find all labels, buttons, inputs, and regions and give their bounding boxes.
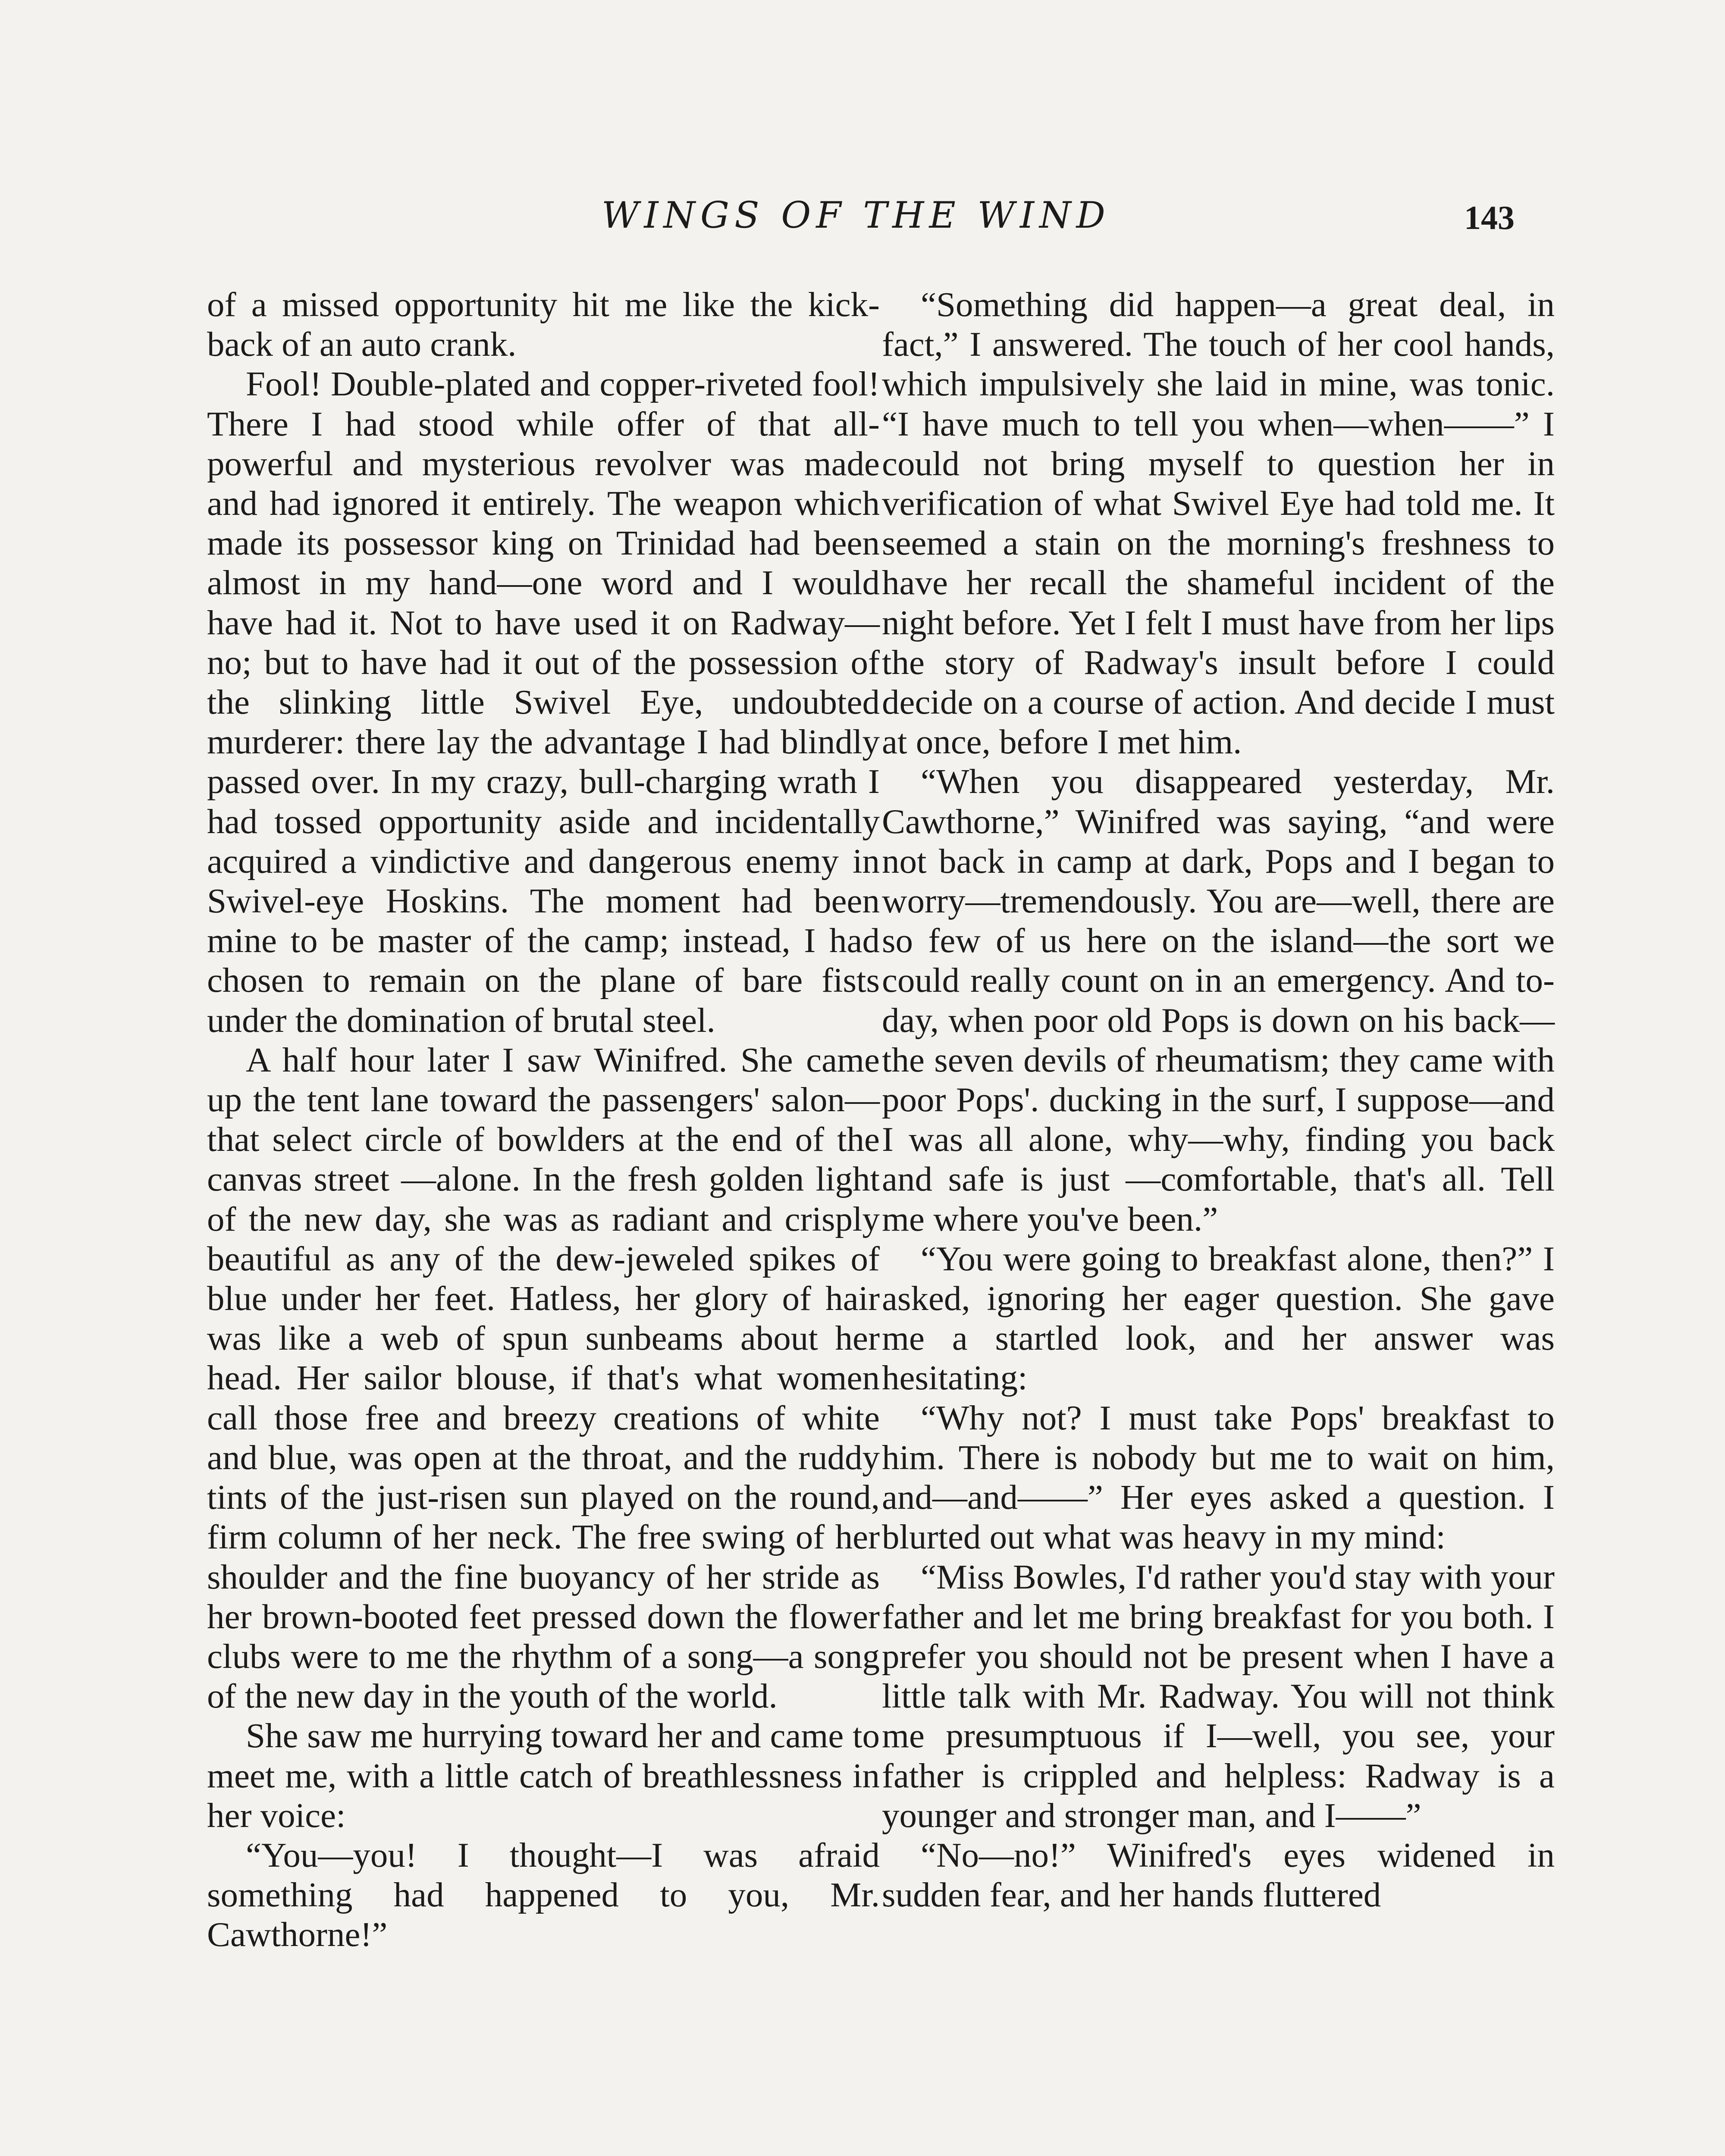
running-header [0, 194, 1725, 259]
paragraph: “No—no!” Winifred's eyes widened in sudden fear, and her hands fluttered [882, 1835, 1555, 1915]
paragraph: “You were going to breakfast alone, then?” I asked, ignoring her eager question. She gave me a startled look, and her answer was hesitating: [882, 1239, 1555, 1398]
paragraph: “Something did happen—a great deal, in fact,” I answered. The touch of her cool hands, which impulsively she laid in mine, was tonic. “I have much to tell you when—when——” I could not bring myself to question her in verification of what Swivel Eye had told me. It seemed a stain on the morning's freshness to have her recall the shameful incident of the night before. Yet I felt I must have from her lips the story of Radway's insult before I could decide on a course of action. And decide I must at once, before I met him. [882, 285, 1555, 761]
left-text-column [207, 285, 880, 1955]
right-text-column [882, 285, 1555, 1915]
paragraph: Fool! Double-plated and copper-riveted fool! There I had stood while offer of that all-powerful and mysterious revolver was made and had ignored it entirely. The weapon which made its possessor king on Trinidad had been almost in my hand—one word and I would have had it. Not to have used it on Radway—no; but to have had it out of the possession of the slinking little Swivel Eye, undoubted murderer: there lay the advantage I had blindly passed over. In my crazy, bull-charging wrath I had tossed opportunity aside and incidentally acquired a vindictive and dangerous enemy in Swivel-eye Hoskins. The moment had been mine to be master of the camp; instead, I had chosen to remain on the plane of bare fists under the domination of brutal steel. [207, 364, 880, 1040]
paragraph: of a missed opportunity hit me like the kick-back of an auto crank. [207, 285, 880, 364]
page-number: 143 [1464, 199, 1515, 236]
paragraph: “You—you! I thought—I was afraid something had happened to you, Mr. Cawthorne!” [207, 1835, 880, 1954]
running-title: WINGS OF THE WIND [602, 194, 1110, 236]
paragraph: “When you disappeared yesterday, Mr. Cawthorne,” Winifred was saying, “and were not back in camp at dark, Pops and I began to worry—tremendously. You are—well, there are so few of us here on the island—the sort we could really count on in an emergency. And to-day, when poor old Pops is down on his back—the seven devils of rheumatism; they came with poor Pops'. ducking in the surf, I suppose—and I was all alone, why—why, finding you back and safe is just —comfortable, that's all. Tell me where you've been.” [882, 762, 1555, 1238]
paragraph: “Why not? I must take Pops' breakfast to him. There is nobody but me to wait on him, and—and——” Her eyes asked a question. I blurted out what was heavy in my mind: [882, 1398, 1555, 1557]
paragraph: A half hour later I saw Winifred. She came up the tent lane toward the passengers' salon—that select circle of bowlders at the end of the canvas street —alone. In the fresh golden light of the new day, she was as radiant and crisply beautiful as any of the dew-jeweled spikes of blue under her feet. Hatless, her glory of hair was like a web of spun sunbeams about her head. Her sailor blouse, if that's what women call those free and breezy creations of white and blue, was open at the throat, and the ruddy tints of the just-risen sun played on the round, firm column of her neck. The free swing of her shoulder and the fine buoyancy of her stride as her brown-booted feet pressed down the flower clubs were to me the rhythm of a song—a song of the new day in the youth of the world. [207, 1040, 880, 1716]
paragraph: She saw me hurrying toward her and came to meet me, with a little catch of breathlessness in her voice: [207, 1716, 880, 1835]
paragraph: “Miss Bowles, I'd rather you'd stay with your father and let me bring breakfast for you both. I prefer you should not be present when I have a little talk with Mr. Radway. You will not think me presumptuous if I—well, you see, your father is crippled and helpless: Radway is a younger and stronger man, and I——” [882, 1557, 1555, 1835]
